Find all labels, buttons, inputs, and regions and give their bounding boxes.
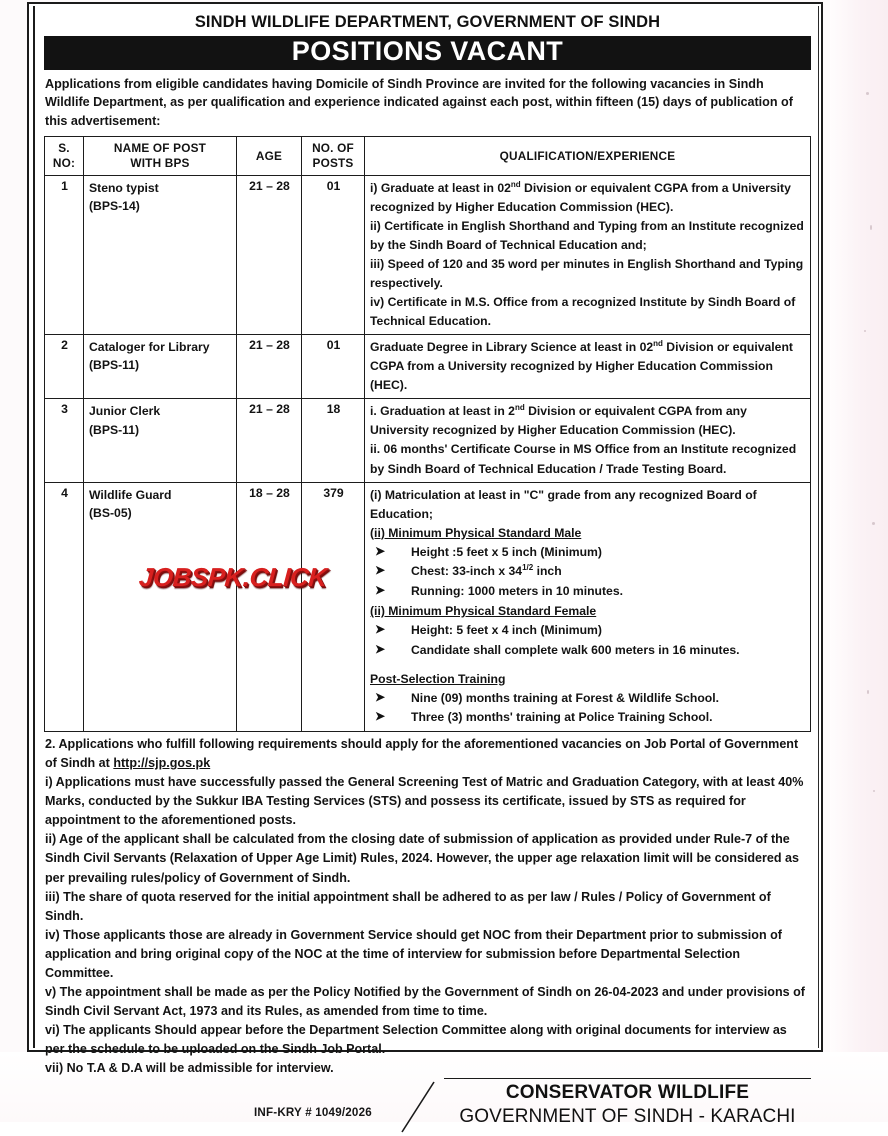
- row-post-name: [84, 482, 237, 732]
- list-item: [375, 582, 806, 602]
- list-item: [375, 708, 806, 728]
- male-standard-list: [370, 543, 806, 602]
- qualification-line: i. Graduation at least in 2nd Division or equivalent CGPA from any University recognized by Higher Education Commission (HEC).: [370, 403, 747, 438]
- scan-speck: [864, 330, 866, 332]
- vacancy-table: [44, 136, 811, 732]
- list-item-text: Running: 1000 meters in 10 minutes.: [411, 584, 623, 599]
- condition-2-text: 2. Applications who fulfill following requirements should apply for the aforementioned vacancies on Job Portal of Government of Sindh at: [45, 737, 799, 771]
- table-header-row: [45, 137, 811, 175]
- advertisement-inner: [33, 6, 819, 1128]
- list-item-text: Height :5 feet x 5 inch (Minimum): [411, 544, 602, 559]
- signature-designation: CONSERVATOR WILDLIFE: [505, 1082, 750, 1104]
- qualification-line: iii) Speed of 120 and 35 word per minutes in English Shorthand and Typing respectively.: [370, 257, 804, 291]
- post-bps: (BS-05): [89, 505, 132, 520]
- conditions-section: [45, 735, 809, 1078]
- row-age: 21 – 28: [237, 399, 302, 482]
- female-standard-heading: (ii) Minimum Physical Standard Female: [370, 603, 597, 618]
- scan-speck: [872, 522, 875, 525]
- qualification-line: i) Graduate at least in 02nd Division or equivalent CGPA from a University recognized by Higher Education Commission (HEC).: [370, 179, 791, 214]
- table-row: [45, 335, 811, 399]
- signature-authority: GOVERNMENT OF SINDH - KARACHI: [459, 1106, 796, 1128]
- condition-item-i: i) Applications must have successfully passed the General Screening Test of Matric and Graduation Category, with at least 40% Marks, conducted by the Sukkur IBA Testing Services (STS) and possess its certificate, issued by STS as required for appointment to the aforementioned posts.: [45, 775, 804, 828]
- paper-right-margin: [830, 0, 888, 1122]
- condition-item-iii: iii) The share of quota reserved for the initial appointment shall be adhered to as per law / Rules / Policy of Government of Sindh.: [45, 889, 771, 923]
- female-standard-list: [370, 621, 806, 661]
- condition-item-2: [45, 735, 809, 773]
- row-posts: 01: [302, 335, 365, 399]
- list-item-text: Candidate shall complete walk 600 meters in 16 minutes.: [411, 642, 740, 657]
- serial-header-line2: NO:: [52, 156, 76, 171]
- arrow-bullet-icon: ➤: [375, 689, 386, 704]
- scan-speck: [867, 690, 869, 694]
- list-item: [375, 641, 806, 661]
- condition-item-vii: vii) No T.A & D.A will be admissible for interview.: [45, 1061, 334, 1076]
- column-header-posts: [302, 137, 365, 175]
- row-serial: 1: [45, 175, 84, 334]
- post-header-line2: WITH BPS: [130, 156, 190, 171]
- row-qualification: [365, 399, 811, 482]
- serial-header-line1: S.: [58, 141, 70, 156]
- posts-header-line2: POSTS: [312, 156, 354, 171]
- signature-slash-icon: [400, 1080, 436, 1134]
- scan-speck: [866, 92, 869, 95]
- table-row: [45, 482, 811, 732]
- condition-item-v: v) The appointment shall be made as per the Policy Notified by the Government of Sindh on 26-04-2023 and under provisions of Sindh Civil Servant Act, 1973 and its Rules, as amended from time to time.: [45, 984, 805, 1018]
- row-qualification: [365, 482, 811, 732]
- list-item-text: Three (3) months' training at Police Training School.: [411, 710, 713, 725]
- list-item: [375, 543, 806, 563]
- qualification-line: ii. 06 months' Certificate Course in MS Office from an Institute recognized by Sindh Board of Technical Education / Trade Testing Board.: [370, 442, 797, 476]
- condition-item-ii: ii) Age of the applicant shall be calculated from the closing date of submission of application as provided under Rule-7 of the Sindh Civil Servants (Relaxation of Upper Age Limit) Rules, 2024. However, the upper age relaxation limit will be considered as per prevailing rules/policy of Government of Sindh.: [45, 832, 799, 885]
- qualification-line: ii) Certificate in English Shorthand and Typing from an Institute recognized by the Sindh Board of Technical Education and;: [370, 219, 804, 253]
- scan-speck: [870, 225, 872, 230]
- row-posts: 379: [302, 482, 365, 732]
- table-row: [45, 175, 811, 334]
- signature-block: [444, 1078, 811, 1129]
- row-qualification: [365, 335, 811, 399]
- list-item-text: Height: 5 feet x 4 inch (Minimum): [411, 623, 602, 638]
- row-serial: 3: [45, 399, 84, 482]
- row-post-name: [84, 399, 237, 482]
- post-bps: (BPS-11): [89, 422, 140, 437]
- posts-header-line1: NO. OF: [312, 141, 354, 156]
- row-post-name: [84, 335, 237, 399]
- row-serial: 4: [45, 482, 84, 732]
- column-header-age: AGE: [237, 137, 302, 175]
- positions-vacant-banner: POSITIONS VACANT: [44, 36, 811, 70]
- arrow-bullet-icon: ➤: [375, 583, 386, 598]
- row-age: 21 – 28: [237, 175, 302, 334]
- arrow-bullet-icon: ➤: [375, 563, 386, 578]
- intro-paragraph: Applications from eligible candidates having Domicile of Sindh Province are invited for the following vacancies in Sindh Wildlife Department, as per qualification and experience indicated against each post, within fifteen (15) days of publication of this advertisement:: [45, 76, 793, 128]
- row-serial: 2: [45, 335, 84, 399]
- training-list: [370, 689, 806, 729]
- list-item: [375, 689, 806, 709]
- arrow-bullet-icon: ➤: [375, 543, 386, 558]
- row-post-name: [84, 175, 237, 334]
- column-header-post: [84, 137, 237, 175]
- column-header-qualification: QUALIFICATION/EXPERIENCE: [365, 137, 811, 175]
- row-posts: 01: [302, 175, 365, 334]
- post-title: Junior Clerk: [89, 404, 161, 419]
- male-standard-heading: (ii) Minimum Physical Standard Male: [370, 525, 582, 540]
- row-age: 18 – 28: [237, 482, 302, 732]
- condition-item-vi: vi) The applicants Should appear before the Department Selection Committee along with original documents for interview as per the schedule to be uploaded on the Sindh Job Portal.: [45, 1023, 787, 1057]
- list-item-text: Nine (09) months training at Forest & Wildlife School.: [411, 690, 719, 705]
- footer-section: [44, 1080, 811, 1136]
- post-bps: (BPS-14): [89, 199, 140, 214]
- training-heading: Post-Selection Training: [370, 671, 506, 686]
- table-row: [45, 399, 811, 482]
- list-gap: [370, 661, 806, 670]
- row-posts: 18: [302, 399, 365, 482]
- qualification-line: iv) Certificate in M.S. Office from a recognized Institute by Sindh Board of Technical Education.: [370, 295, 796, 329]
- list-item: [375, 562, 806, 582]
- qualification-intro: (i) Matriculation at least in "C" grade from any recognized Board of Education;: [370, 487, 757, 521]
- site-watermark: JOBSPK.CLICK: [137, 562, 328, 592]
- post-header-line1: NAME OF POST: [113, 141, 207, 156]
- scan-speck: [873, 790, 875, 792]
- arrow-bullet-icon: ➤: [375, 622, 386, 637]
- post-title: Wildlife Guard: [89, 487, 172, 502]
- post-title: Steno typist: [89, 180, 159, 195]
- post-title: Cataloger for Library: [89, 340, 210, 355]
- inf-number: INF-KRY # 1049/2026: [254, 1106, 372, 1120]
- column-header-serial: [45, 137, 84, 175]
- list-item: [375, 621, 806, 641]
- arrow-bullet-icon: ➤: [375, 641, 386, 656]
- row-qualification: [365, 175, 811, 334]
- page-title: SINDH WILDLIFE DEPARTMENT, GOVERNMENT OF SINDH: [194, 13, 661, 31]
- job-portal-link[interactable]: http://sjp.gos.pk: [113, 756, 211, 771]
- qualification-line: Graduate Degree in Library Science at least in 02nd Division or equivalent CGPA from a University recognized by Higher Education Commission (HEC).: [370, 339, 793, 393]
- post-bps: (BPS-11): [89, 358, 140, 373]
- list-item-text: Chest: 33-inch x $34^{1/2}$ inch: [411, 563, 562, 579]
- advertisement-frame: [27, 2, 823, 1128]
- arrow-bullet-icon: ➤: [375, 709, 386, 724]
- condition-item-iv: iv) Those applicants those are already in Government Service should get NOC from their Department prior to submission of application and bring original copy of the NOC at the time of interview for submission before Departmental Selection Committee.: [45, 927, 782, 980]
- row-age: 21 – 28: [237, 335, 302, 399]
